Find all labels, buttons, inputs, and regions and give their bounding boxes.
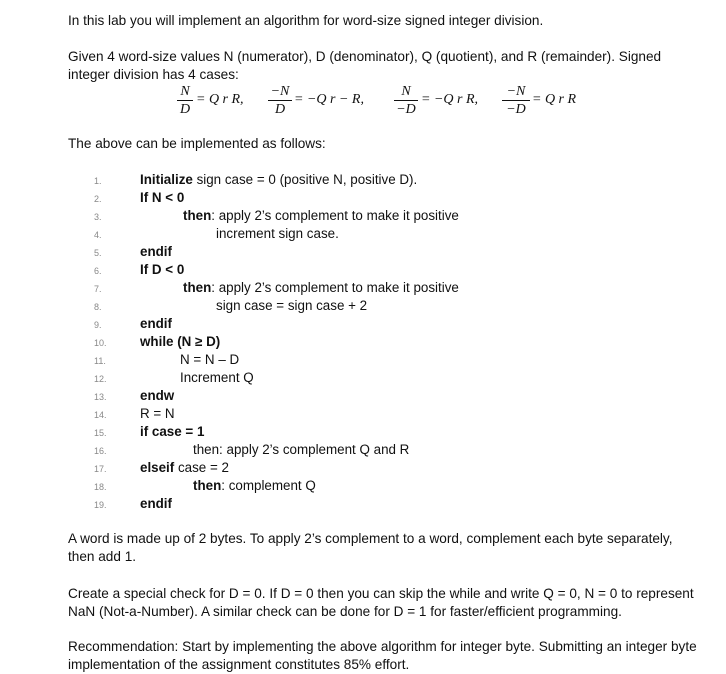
line-number: 10.	[94, 338, 107, 348]
case-4-fraction: −N −D	[502, 84, 530, 117]
code-line-17: elseif case = 2	[140, 460, 229, 475]
given-paragraph: Given 4 word-size values N (numerator), D (denominator), Q (quotient), and R (remainder). Signed integer division has 4 cases:	[68, 49, 662, 82]
code-line-9: endif	[140, 316, 172, 331]
code-line-2: If N < 0	[140, 190, 185, 205]
line-number: 19.	[94, 500, 107, 510]
line-number: 11.	[94, 356, 106, 366]
line-number: 7.	[94, 284, 102, 294]
case-2-result: = −Q r − R,	[294, 92, 364, 107]
code-line-7: then: apply 2’s complement to make it positive	[183, 280, 459, 295]
code-line-12: Increment Q	[180, 370, 254, 385]
code-line-4: increment sign case.	[216, 226, 339, 241]
code-line-18: then: complement Q	[193, 478, 316, 493]
line-number: 2.	[94, 194, 102, 204]
case-3-fraction: N −D	[394, 84, 418, 117]
line-number: 5.	[94, 248, 102, 258]
code-line-13: endw	[140, 388, 175, 403]
line-number: 17.	[94, 464, 107, 474]
case-2-fraction: −N D	[268, 84, 292, 117]
intro-paragraph: In this lab you will implement an algorithm for word-size signed integer division.	[68, 13, 544, 28]
case-1-result: = Q r R,	[196, 92, 244, 107]
line-number: 16.	[94, 446, 107, 456]
word-complement-note: A word is made up of 2 bytes. To apply 2’s complement to a word, complement each byte separately, then add 1.	[68, 531, 673, 564]
case-4-result: = Q r R	[532, 92, 577, 107]
code-line-6: If D < 0	[140, 262, 185, 277]
line-number: 3.	[94, 212, 102, 222]
line-number: 1.	[94, 176, 102, 186]
code-line-8: sign case = sign case + 2	[216, 298, 368, 313]
code-line-16: then: apply 2’s complement Q and R	[193, 442, 410, 457]
line-number: 18.	[94, 482, 107, 492]
line-number: 15.	[94, 428, 107, 438]
case-1-fraction: N D	[177, 84, 193, 117]
division-cases-equation	[0, 84, 726, 124]
special-check-paragraph: Create a special check for D = 0. If D = 0 then you can skip the while and write Q = 0, N = 0 to represent NaN (Not-a-Number). A similar check can be done for D = 1 for faster/efficient programming.	[68, 586, 694, 619]
code-line-10: while (N ≥ D)	[140, 334, 221, 349]
code-line-5: endif	[140, 244, 172, 259]
line-number: 13.	[94, 392, 107, 402]
case-3-result: = −Q r R,	[421, 92, 479, 107]
line-number: 14.	[94, 410, 107, 420]
line-number: 6.	[94, 266, 102, 276]
implementation-intro: The above can be implemented as follows:	[68, 136, 326, 151]
code-line-11: N = N – D	[180, 352, 240, 367]
code-line-3: then: apply 2’s complement to make it positive	[183, 208, 459, 223]
code-line-15: if case = 1	[140, 424, 205, 439]
recommendation-paragraph: Recommendation: Start by implementing the above algorithm for integer byte. Submitting an integer byte implementation of the assignment constitutes 85% effort.	[68, 639, 697, 672]
line-number: 12.	[94, 374, 107, 384]
line-number: 8.	[94, 302, 102, 312]
code-line-19: endif	[140, 496, 172, 511]
line-number: 9.	[94, 320, 102, 330]
code-line-14: R = N	[140, 406, 175, 421]
line-number: 4.	[94, 230, 102, 240]
code-line-1: Initialize sign case = 0 (positive N, positive D).	[140, 172, 418, 187]
